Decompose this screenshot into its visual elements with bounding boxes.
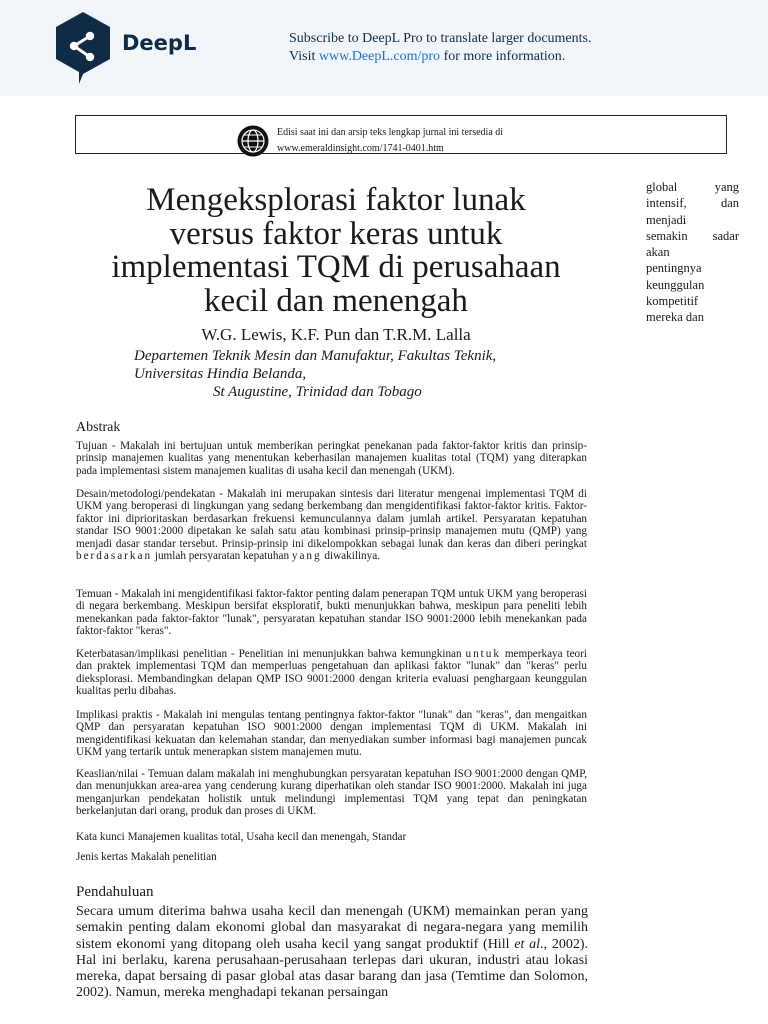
title-line: Mengeksplorasi faktor lunak (146, 182, 526, 218)
affiliation-line-3: St Augustine, Trinidad dan Tobago (213, 384, 422, 400)
availability-text (277, 125, 503, 157)
side-line: pentingnya (646, 261, 702, 276)
subscribe-line-2 (289, 48, 591, 66)
subscribe-message (289, 30, 591, 66)
deepl-banner (0, 0, 768, 96)
design-text-spaced: berdasarkan (76, 550, 153, 563)
deepl-logo-icon[interactable] (54, 12, 112, 84)
side-line (646, 228, 739, 244)
title-line: kecil dan menengah (204, 282, 468, 319)
subscribe-line-1: Subscribe to DeepL Pro to translate larger documents. (289, 31, 592, 46)
affiliation-line-1: Departemen Teknik Mesin dan Manufaktur, Fakultas Teknik, (134, 348, 497, 364)
visit-text: Visit (289, 49, 319, 64)
side-line (646, 179, 739, 195)
side-line: keunggulan (646, 277, 705, 292)
side-line: menjadi (646, 212, 687, 227)
abstract-practical: Implikasi praktis - Makalah ini mengulas tentang pentingnya faktor-faktor "lunak" dan "keras", dan mengaitkan QMP dan persyaratan kepatuhan ISO 9001:2000 dengan implementasi TQM di UKM. Makalah ini mengidentifikasi kekuatan dan kelemahan standar, dan menyediakan sumber informasi bagi manajemen puncak UKM yang tertarik untuk menerapkan sistem manajemen mutu. (76, 709, 587, 759)
abstract-findings: Temuan - Makalah ini mengidentifikasi faktor-faktor penting dalam penerapan TQM untuk UKM yang beroperasi di negara berkembang. Meskipun bersifat eksploratif, bukti menunjukkan bahwa, meskipun para peneliti lebih menekankan pada faktor-faktor "lunak", persyaratan kepatuhan standar ISO 9001:2000 lebih menekankan pada faktor-faktor "keras". (76, 588, 587, 638)
side-line (646, 195, 739, 211)
abstract-heading: Abstrak (76, 420, 121, 435)
deepl-pro-link[interactable]: www.DeepL.com/pro (318, 49, 441, 64)
paper-title (70, 184, 602, 318)
side-word: yang (714, 180, 739, 194)
design-text-spaced: yang (291, 550, 322, 563)
introduction-text (76, 904, 588, 1002)
keywords: Kata kunci Manajemen kualitas total, Usaha kecil dan menengah, Standar (76, 831, 407, 843)
design-text: Desain/metodologi/pendekatan - Makalah ini merupakan sintesis dari literatur mengenai implementasi TQM di UKM yang beroperasi di lingkungan yang sedang berkembang dan mengidentifikasi faktor-faktor kritis. Faktor-faktor ini diprioritaskan berdasarkan frekuensi kemunculannya dalam jumlah artikel. Persyaratan kepatuhan standar ISO 9001:2000 dipetakan ke salah satu atau kombinasi prinsip-prinsip manajemen mutu (QMP) yang menjadi dasar standar tersebut. Prinsip-prinsip ini dikelompokkan sebagai lunak dan keras dan diberi peringkat (76, 488, 587, 550)
side-column-text (646, 179, 739, 326)
journal-availability-box (75, 115, 727, 154)
globe-icon (237, 125, 269, 157)
abstract-design (76, 488, 587, 562)
side-line: kompetitif (646, 294, 699, 309)
intro-text: Secara umum diterima bahwa usaha kecil dan menengah (UKM) memainkan peran yang semakin penting dalam ekonomi global dan masyarakat di negara-negara yang memilih sistem ekonomi yang ditopang oleh usaha kecil yang sangat produktif (Hill (76, 904, 588, 952)
more-info-text: for more information. (440, 49, 566, 64)
side-word: intensif, (646, 196, 687, 211)
availability-line-1: Edisi saat ini dan arsip teks lengkap jurnal ini tersedia di (277, 127, 504, 138)
intro-et-al: et al (514, 936, 541, 952)
side-line: akan (646, 245, 670, 260)
authors: W.G. Lewis, K.F. Pun dan T.R.M. Lalla (201, 325, 471, 344)
design-text: diwakilinya. (321, 550, 381, 563)
limitations-text: memperkaya teori dan praktek implementasi TQM dan memperluas pengetahuan dan aplikasi faktor "lunak" dan "keras" perlu dieksplorasi. Membandingkan delapan QMP ISO 9001:2000 dengan kriteria evaluasi penghargaan keunggulan kualitas perlu dibahas. (76, 648, 587, 698)
side-word: semakin (646, 228, 688, 243)
limitations-text: Keterbatasan/implikasi penelitian - Penelitian ini menunjukkan bahwa kemungkinan (76, 648, 466, 660)
deepl-wordmark[interactable]: DeepL (122, 31, 197, 55)
paper-type: Jenis kertas Makalah penelitian (76, 851, 217, 863)
emerald-url[interactable]: www.emeraldinsight.com/1741-0401.htm (277, 143, 444, 154)
abstract-limitations (76, 648, 587, 698)
abstract-originality: Keaslian/nilai - Temuan dalam makalah ini menghubungkan persyaratan kepatuhan ISO 9001:2000 dengan QMP, dan menunjukkan area-area yang cenderung kurang diperhatikan oleh standar ISO 9001:2000. Makalah ini juga menganjurkan pendekatan holistik untuk melindungi implementasi TQM yang tepat dan peningkatan berkelanjutan dari orang, produk dan proses di UKM. (76, 768, 587, 818)
affiliation-line-2: Universitas Hindia Belanda, (134, 366, 307, 382)
intro-text: ., 2002). Hal ini berlaku, karena perusahaan-perusahaan terlepas dari ukuran, industri atau lokasi mereka, dapat bersaing di pasar global atas dasar barang dan jasa (Temtime dan Solomon, 2002). Namun, mereka menghadapi tekanan persaingan (76, 936, 588, 1001)
side-line: mereka dan (646, 310, 704, 325)
side-word: global (646, 180, 678, 194)
title-line: versus faktor keras untuk (169, 215, 503, 252)
design-text: jumlah persyaratan kepatuhan (152, 550, 292, 563)
introduction-heading: Pendahuluan (76, 884, 154, 900)
side-word: dan (720, 196, 739, 211)
title-line: implementasi TQM di perusahaan (111, 249, 561, 285)
limitations-text-spaced: untuk (465, 648, 501, 660)
side-word: sadar (712, 228, 739, 243)
abstract-purpose: Tujuan - Makalah ini bertujuan untuk memberikan peringkat penekanan pada faktor-faktor kritis dan prinsip-prinsip manajemen kualitas yang menentukan keberhasilan manajemen kualitas total (TQM) yang diterapkan pada implementasi sistem manajemen kualitas di usaha kecil dan menengah (UKM). (76, 440, 587, 477)
